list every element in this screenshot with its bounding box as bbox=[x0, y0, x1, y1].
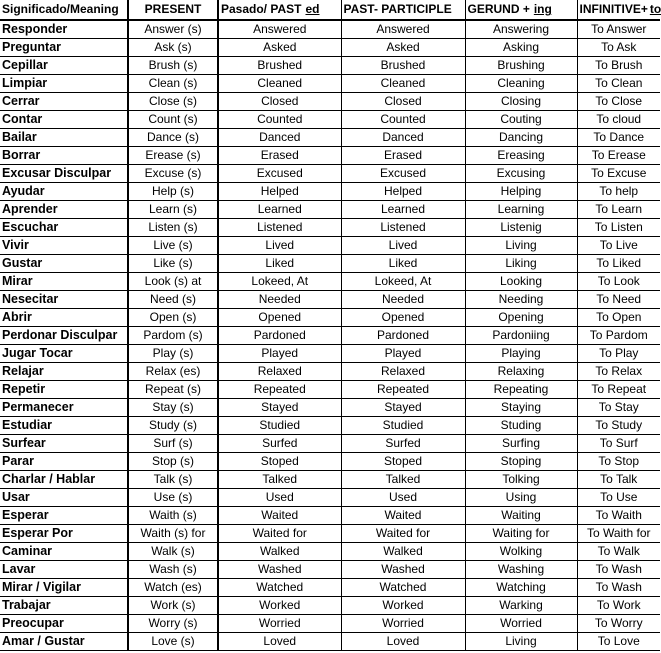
cell-past: Brushed bbox=[218, 57, 341, 75]
cell-past: Helped bbox=[218, 183, 341, 201]
cell-past: Opened bbox=[218, 309, 341, 327]
cell-meaning: Permanecer bbox=[0, 399, 128, 417]
cell-present: Stop (s) bbox=[128, 453, 218, 471]
cell-present: Play (s) bbox=[128, 345, 218, 363]
cell-meaning: Esperar Por bbox=[0, 525, 128, 543]
cell-present: Ask (s) bbox=[128, 39, 218, 57]
header-gerund bbox=[465, 0, 577, 20]
table-row bbox=[0, 255, 660, 273]
cell-gerund: Relaxing bbox=[465, 363, 577, 381]
cell-participle: Repeated bbox=[341, 381, 465, 399]
cell-participle: Asked bbox=[341, 39, 465, 57]
cell-participle: Cleaned bbox=[341, 75, 465, 93]
cell-gerund: Waiting for bbox=[465, 525, 577, 543]
cell-past: Watched bbox=[218, 579, 341, 597]
cell-past: Lived bbox=[218, 237, 341, 255]
cell-participle: Erased bbox=[341, 147, 465, 165]
cell-participle: Listened bbox=[341, 219, 465, 237]
cell-infinitive: To Work bbox=[577, 597, 660, 615]
cell-past: Stoped bbox=[218, 453, 341, 471]
cell-gerund: Closing bbox=[465, 93, 577, 111]
table-row bbox=[0, 435, 660, 453]
cell-infinitive: To Relax bbox=[577, 363, 660, 381]
cell-meaning: Parar bbox=[0, 453, 128, 471]
cell-present: Close (s) bbox=[128, 93, 218, 111]
cell-present: Talk (s) bbox=[128, 471, 218, 489]
table-row bbox=[0, 237, 660, 255]
cell-present: Walk (s) bbox=[128, 543, 218, 561]
table-row bbox=[0, 507, 660, 525]
cell-gerund: Needing bbox=[465, 291, 577, 309]
cell-infinitive: To Learn bbox=[577, 201, 660, 219]
cell-past: Excused bbox=[218, 165, 341, 183]
cell-present: Count (s) bbox=[128, 111, 218, 129]
table-row bbox=[0, 543, 660, 561]
cell-present: Love (s) bbox=[128, 633, 218, 651]
cell-gerund: Washing bbox=[465, 561, 577, 579]
cell-meaning: Excusar Disculpar bbox=[0, 165, 128, 183]
cell-past: Loved bbox=[218, 633, 341, 651]
cell-meaning: Escuchar bbox=[0, 219, 128, 237]
cell-infinitive: To Wash bbox=[577, 579, 660, 597]
header-infinitive-suffix: to bbox=[649, 2, 661, 16]
cell-past: Danced bbox=[218, 129, 341, 147]
cell-gerund: Living bbox=[465, 237, 577, 255]
cell-meaning: Charlar / Hablar bbox=[0, 471, 128, 489]
cell-participle: Lived bbox=[341, 237, 465, 255]
cell-infinitive: To Walk bbox=[577, 543, 660, 561]
cell-infinitive: To Use bbox=[577, 489, 660, 507]
cell-infinitive: To Look bbox=[577, 273, 660, 291]
cell-participle: Liked bbox=[341, 255, 465, 273]
cell-present: Study (s) bbox=[128, 417, 218, 435]
cell-present: Like (s) bbox=[128, 255, 218, 273]
cell-present: Repeat (s) bbox=[128, 381, 218, 399]
cell-infinitive: To Listen bbox=[577, 219, 660, 237]
cell-meaning: Borrar bbox=[0, 147, 128, 165]
cell-gerund: Living bbox=[465, 633, 577, 651]
cell-present: Answer (s) bbox=[128, 20, 218, 39]
cell-gerund: Stoping bbox=[465, 453, 577, 471]
cell-gerund: Excusing bbox=[465, 165, 577, 183]
cell-meaning: Gustar bbox=[0, 255, 128, 273]
table-row bbox=[0, 345, 660, 363]
table-row bbox=[0, 93, 660, 111]
cell-meaning: Bailar bbox=[0, 129, 128, 147]
cell-present: Clean (s) bbox=[128, 75, 218, 93]
cell-participle: Studied bbox=[341, 417, 465, 435]
cell-infinitive: To help bbox=[577, 183, 660, 201]
cell-infinitive: To Clean bbox=[577, 75, 660, 93]
cell-infinitive: To Close bbox=[577, 93, 660, 111]
cell-infinitive: To Stop bbox=[577, 453, 660, 471]
cell-participle: Learned bbox=[341, 201, 465, 219]
cell-present: Pardom (s) bbox=[128, 327, 218, 345]
cell-past: Played bbox=[218, 345, 341, 363]
table-row bbox=[0, 201, 660, 219]
table-row bbox=[0, 561, 660, 579]
cell-present: Learn (s) bbox=[128, 201, 218, 219]
cell-meaning: Abrir bbox=[0, 309, 128, 327]
cell-participle: Loved bbox=[341, 633, 465, 651]
cell-present: Help (s) bbox=[128, 183, 218, 201]
cell-meaning: Relajar bbox=[0, 363, 128, 381]
cell-infinitive: To Study bbox=[577, 417, 660, 435]
cell-infinitive: To Brush bbox=[577, 57, 660, 75]
cell-participle: Brushed bbox=[341, 57, 465, 75]
table-row bbox=[0, 165, 660, 183]
cell-infinitive: To Live bbox=[577, 237, 660, 255]
cell-gerund: Warking bbox=[465, 597, 577, 615]
table-row bbox=[0, 57, 660, 75]
cell-gerund: Asking bbox=[465, 39, 577, 57]
table-row bbox=[0, 417, 660, 435]
cell-gerund: Tolking bbox=[465, 471, 577, 489]
cell-past: Listened bbox=[218, 219, 341, 237]
cell-participle: Danced bbox=[341, 129, 465, 147]
cell-present: Wash (s) bbox=[128, 561, 218, 579]
cell-gerund: Playing bbox=[465, 345, 577, 363]
cell-meaning: Ayudar bbox=[0, 183, 128, 201]
table-row bbox=[0, 291, 660, 309]
table-row bbox=[0, 615, 660, 633]
cell-meaning: Vivir bbox=[0, 237, 128, 255]
cell-participle: Worked bbox=[341, 597, 465, 615]
cell-present: Live (s) bbox=[128, 237, 218, 255]
cell-past: Worried bbox=[218, 615, 341, 633]
header-meaning: Significado/Meaning bbox=[0, 0, 128, 20]
cell-meaning: Jugar Tocar bbox=[0, 345, 128, 363]
cell-participle: Waited bbox=[341, 507, 465, 525]
cell-participle: Excused bbox=[341, 165, 465, 183]
cell-infinitive: To Liked bbox=[577, 255, 660, 273]
cell-present: Dance (s) bbox=[128, 129, 218, 147]
cell-participle: Needed bbox=[341, 291, 465, 309]
cell-participle: Played bbox=[341, 345, 465, 363]
cell-present: Work (s) bbox=[128, 597, 218, 615]
cell-participle: Watched bbox=[341, 579, 465, 597]
cell-participle: Helped bbox=[341, 183, 465, 201]
cell-infinitive: To Waith for bbox=[577, 525, 660, 543]
cell-participle: Washed bbox=[341, 561, 465, 579]
cell-meaning: Responder bbox=[0, 20, 128, 39]
cell-infinitive: To Surf bbox=[577, 435, 660, 453]
cell-gerund: Repeating bbox=[465, 381, 577, 399]
table-row bbox=[0, 39, 660, 57]
cell-present: Waith (s) bbox=[128, 507, 218, 525]
cell-past: Lokeed, At bbox=[218, 273, 341, 291]
cell-present: Use (s) bbox=[128, 489, 218, 507]
cell-infinitive: To Excuse bbox=[577, 165, 660, 183]
cell-gerund: Wolking bbox=[465, 543, 577, 561]
cell-gerund: Helping bbox=[465, 183, 577, 201]
cell-meaning: Estudiar bbox=[0, 417, 128, 435]
cell-past: Worked bbox=[218, 597, 341, 615]
cell-past: Cleaned bbox=[218, 75, 341, 93]
cell-meaning: Mirar bbox=[0, 273, 128, 291]
cell-participle: Pardoned bbox=[341, 327, 465, 345]
cell-past: Liked bbox=[218, 255, 341, 273]
cell-infinitive: To Erease bbox=[577, 147, 660, 165]
cell-participle: Surfed bbox=[341, 435, 465, 453]
cell-gerund: Studing bbox=[465, 417, 577, 435]
cell-present: Need (s) bbox=[128, 291, 218, 309]
cell-past: Repeated bbox=[218, 381, 341, 399]
cell-participle: Stoped bbox=[341, 453, 465, 471]
cell-meaning: Repetir bbox=[0, 381, 128, 399]
cell-past: Closed bbox=[218, 93, 341, 111]
cell-past: Erased bbox=[218, 147, 341, 165]
cell-infinitive: To Wash bbox=[577, 561, 660, 579]
header-infinitive bbox=[577, 0, 660, 20]
cell-participle: Stayed bbox=[341, 399, 465, 417]
table-row bbox=[0, 363, 660, 381]
header-past bbox=[218, 0, 341, 20]
cell-past: Learned bbox=[218, 201, 341, 219]
cell-past: Waited bbox=[218, 507, 341, 525]
cell-infinitive: To Talk bbox=[577, 471, 660, 489]
cell-participle: Closed bbox=[341, 93, 465, 111]
cell-participle: Walked bbox=[341, 543, 465, 561]
cell-meaning: Esperar bbox=[0, 507, 128, 525]
cell-meaning: Contar bbox=[0, 111, 128, 129]
cell-present: Brush (s) bbox=[128, 57, 218, 75]
table-row bbox=[0, 20, 660, 39]
table-row bbox=[0, 453, 660, 471]
cell-gerund: Worried bbox=[465, 615, 577, 633]
cell-gerund: Staying bbox=[465, 399, 577, 417]
table-row bbox=[0, 273, 660, 291]
cell-past: Asked bbox=[218, 39, 341, 57]
table-row bbox=[0, 597, 660, 615]
cell-participle: Waited for bbox=[341, 525, 465, 543]
cell-gerund: Cleaning bbox=[465, 75, 577, 93]
cell-past: Stayed bbox=[218, 399, 341, 417]
header-past-suffix: ed bbox=[305, 2, 320, 16]
cell-present: Look (s) at bbox=[128, 273, 218, 291]
cell-past: Studied bbox=[218, 417, 341, 435]
header-past-label: Pasado/ PAST bbox=[221, 2, 302, 16]
table-row bbox=[0, 129, 660, 147]
cell-infinitive: To Ask bbox=[577, 39, 660, 57]
cell-participle: Answered bbox=[341, 20, 465, 39]
cell-participle: Relaxed bbox=[341, 363, 465, 381]
table-row bbox=[0, 75, 660, 93]
verb-rows bbox=[0, 20, 660, 651]
cell-past: Counted bbox=[218, 111, 341, 129]
cell-infinitive: To Stay bbox=[577, 399, 660, 417]
cell-present: Watch (es) bbox=[128, 579, 218, 597]
cell-infinitive: To Love bbox=[577, 633, 660, 651]
cell-gerund: Looking bbox=[465, 273, 577, 291]
cell-present: Listen (s) bbox=[128, 219, 218, 237]
table-row bbox=[0, 471, 660, 489]
table-row bbox=[0, 309, 660, 327]
cell-present: Relax (es) bbox=[128, 363, 218, 381]
cell-meaning: Preguntar bbox=[0, 39, 128, 57]
cell-gerund: Dancing bbox=[465, 129, 577, 147]
table-row bbox=[0, 525, 660, 543]
cell-infinitive: To Play bbox=[577, 345, 660, 363]
cell-meaning: Caminar bbox=[0, 543, 128, 561]
cell-meaning: Perdonar Disculpar bbox=[0, 327, 128, 345]
cell-meaning: Mirar / Vigilar bbox=[0, 579, 128, 597]
cell-gerund: Pardoniing bbox=[465, 327, 577, 345]
cell-infinitive: To Worry bbox=[577, 615, 660, 633]
cell-past: Surfed bbox=[218, 435, 341, 453]
cell-participle: Counted bbox=[341, 111, 465, 129]
cell-gerund: Couting bbox=[465, 111, 577, 129]
cell-meaning: Preocupar bbox=[0, 615, 128, 633]
cell-past: Talked bbox=[218, 471, 341, 489]
cell-meaning: Aprender bbox=[0, 201, 128, 219]
table-row bbox=[0, 489, 660, 507]
cell-gerund: Using bbox=[465, 489, 577, 507]
cell-gerund: Answering bbox=[465, 20, 577, 39]
table-row bbox=[0, 579, 660, 597]
cell-infinitive: To Need bbox=[577, 291, 660, 309]
cell-meaning: Surfear bbox=[0, 435, 128, 453]
cell-infinitive: To Pardom bbox=[577, 327, 660, 345]
cell-past: Waited for bbox=[218, 525, 341, 543]
cell-gerund: Watching bbox=[465, 579, 577, 597]
header-gerund-suffix: ing bbox=[533, 2, 552, 16]
cell-meaning: Amar / Gustar bbox=[0, 633, 128, 651]
cell-participle: Worried bbox=[341, 615, 465, 633]
cell-infinitive: To cloud bbox=[577, 111, 660, 129]
cell-past: Needed bbox=[218, 291, 341, 309]
cell-meaning: Trabajar bbox=[0, 597, 128, 615]
table-row bbox=[0, 147, 660, 165]
cell-gerund: Listenig bbox=[465, 219, 577, 237]
cell-meaning: Cerrar bbox=[0, 93, 128, 111]
cell-gerund: Surfing bbox=[465, 435, 577, 453]
cell-gerund: Learning bbox=[465, 201, 577, 219]
header-infinitive-label: INFINITIVE+ bbox=[579, 2, 648, 16]
table-row bbox=[0, 327, 660, 345]
cell-gerund: Brushing bbox=[465, 57, 577, 75]
cell-meaning: Cepillar bbox=[0, 57, 128, 75]
cell-present: Erease (s) bbox=[128, 147, 218, 165]
cell-gerund: Ereasing bbox=[465, 147, 577, 165]
table-row bbox=[0, 381, 660, 399]
table-row bbox=[0, 111, 660, 129]
table-row bbox=[0, 183, 660, 201]
cell-participle: Talked bbox=[341, 471, 465, 489]
cell-present: Excuse (s) bbox=[128, 165, 218, 183]
cell-past: Used bbox=[218, 489, 341, 507]
cell-past: Walked bbox=[218, 543, 341, 561]
cell-meaning: Lavar bbox=[0, 561, 128, 579]
header-participle: PAST- PARTICIPLE bbox=[341, 0, 465, 20]
header-present: PRESENT bbox=[128, 0, 218, 20]
cell-infinitive: To Repeat bbox=[577, 381, 660, 399]
header-gerund-label: GERUND + bbox=[467, 2, 530, 16]
cell-present: Surf (s) bbox=[128, 435, 218, 453]
cell-past: Washed bbox=[218, 561, 341, 579]
cell-meaning: Nesecitar bbox=[0, 291, 128, 309]
cell-participle: Opened bbox=[341, 309, 465, 327]
cell-infinitive: To Answer bbox=[577, 20, 660, 39]
cell-gerund: Liking bbox=[465, 255, 577, 273]
cell-participle: Used bbox=[341, 489, 465, 507]
cell-meaning: Limpiar bbox=[0, 75, 128, 93]
cell-present: Stay (s) bbox=[128, 399, 218, 417]
cell-meaning: Usar bbox=[0, 489, 128, 507]
table-row bbox=[0, 633, 660, 651]
cell-infinitive: To Waith bbox=[577, 507, 660, 525]
table-row bbox=[0, 399, 660, 417]
cell-past: Answered bbox=[218, 20, 341, 39]
cell-past: Relaxed bbox=[218, 363, 341, 381]
cell-gerund: Opening bbox=[465, 309, 577, 327]
cell-participle: Lokeed, At bbox=[341, 273, 465, 291]
cell-past: Pardoned bbox=[218, 327, 341, 345]
table-row bbox=[0, 219, 660, 237]
cell-present: Waith (s) for bbox=[128, 525, 218, 543]
cell-present: Open (s) bbox=[128, 309, 218, 327]
cell-present: Worry (s) bbox=[128, 615, 218, 633]
cell-infinitive: To Dance bbox=[577, 129, 660, 147]
cell-infinitive: To Open bbox=[577, 309, 660, 327]
cell-gerund: Waiting bbox=[465, 507, 577, 525]
header-row bbox=[0, 0, 660, 20]
